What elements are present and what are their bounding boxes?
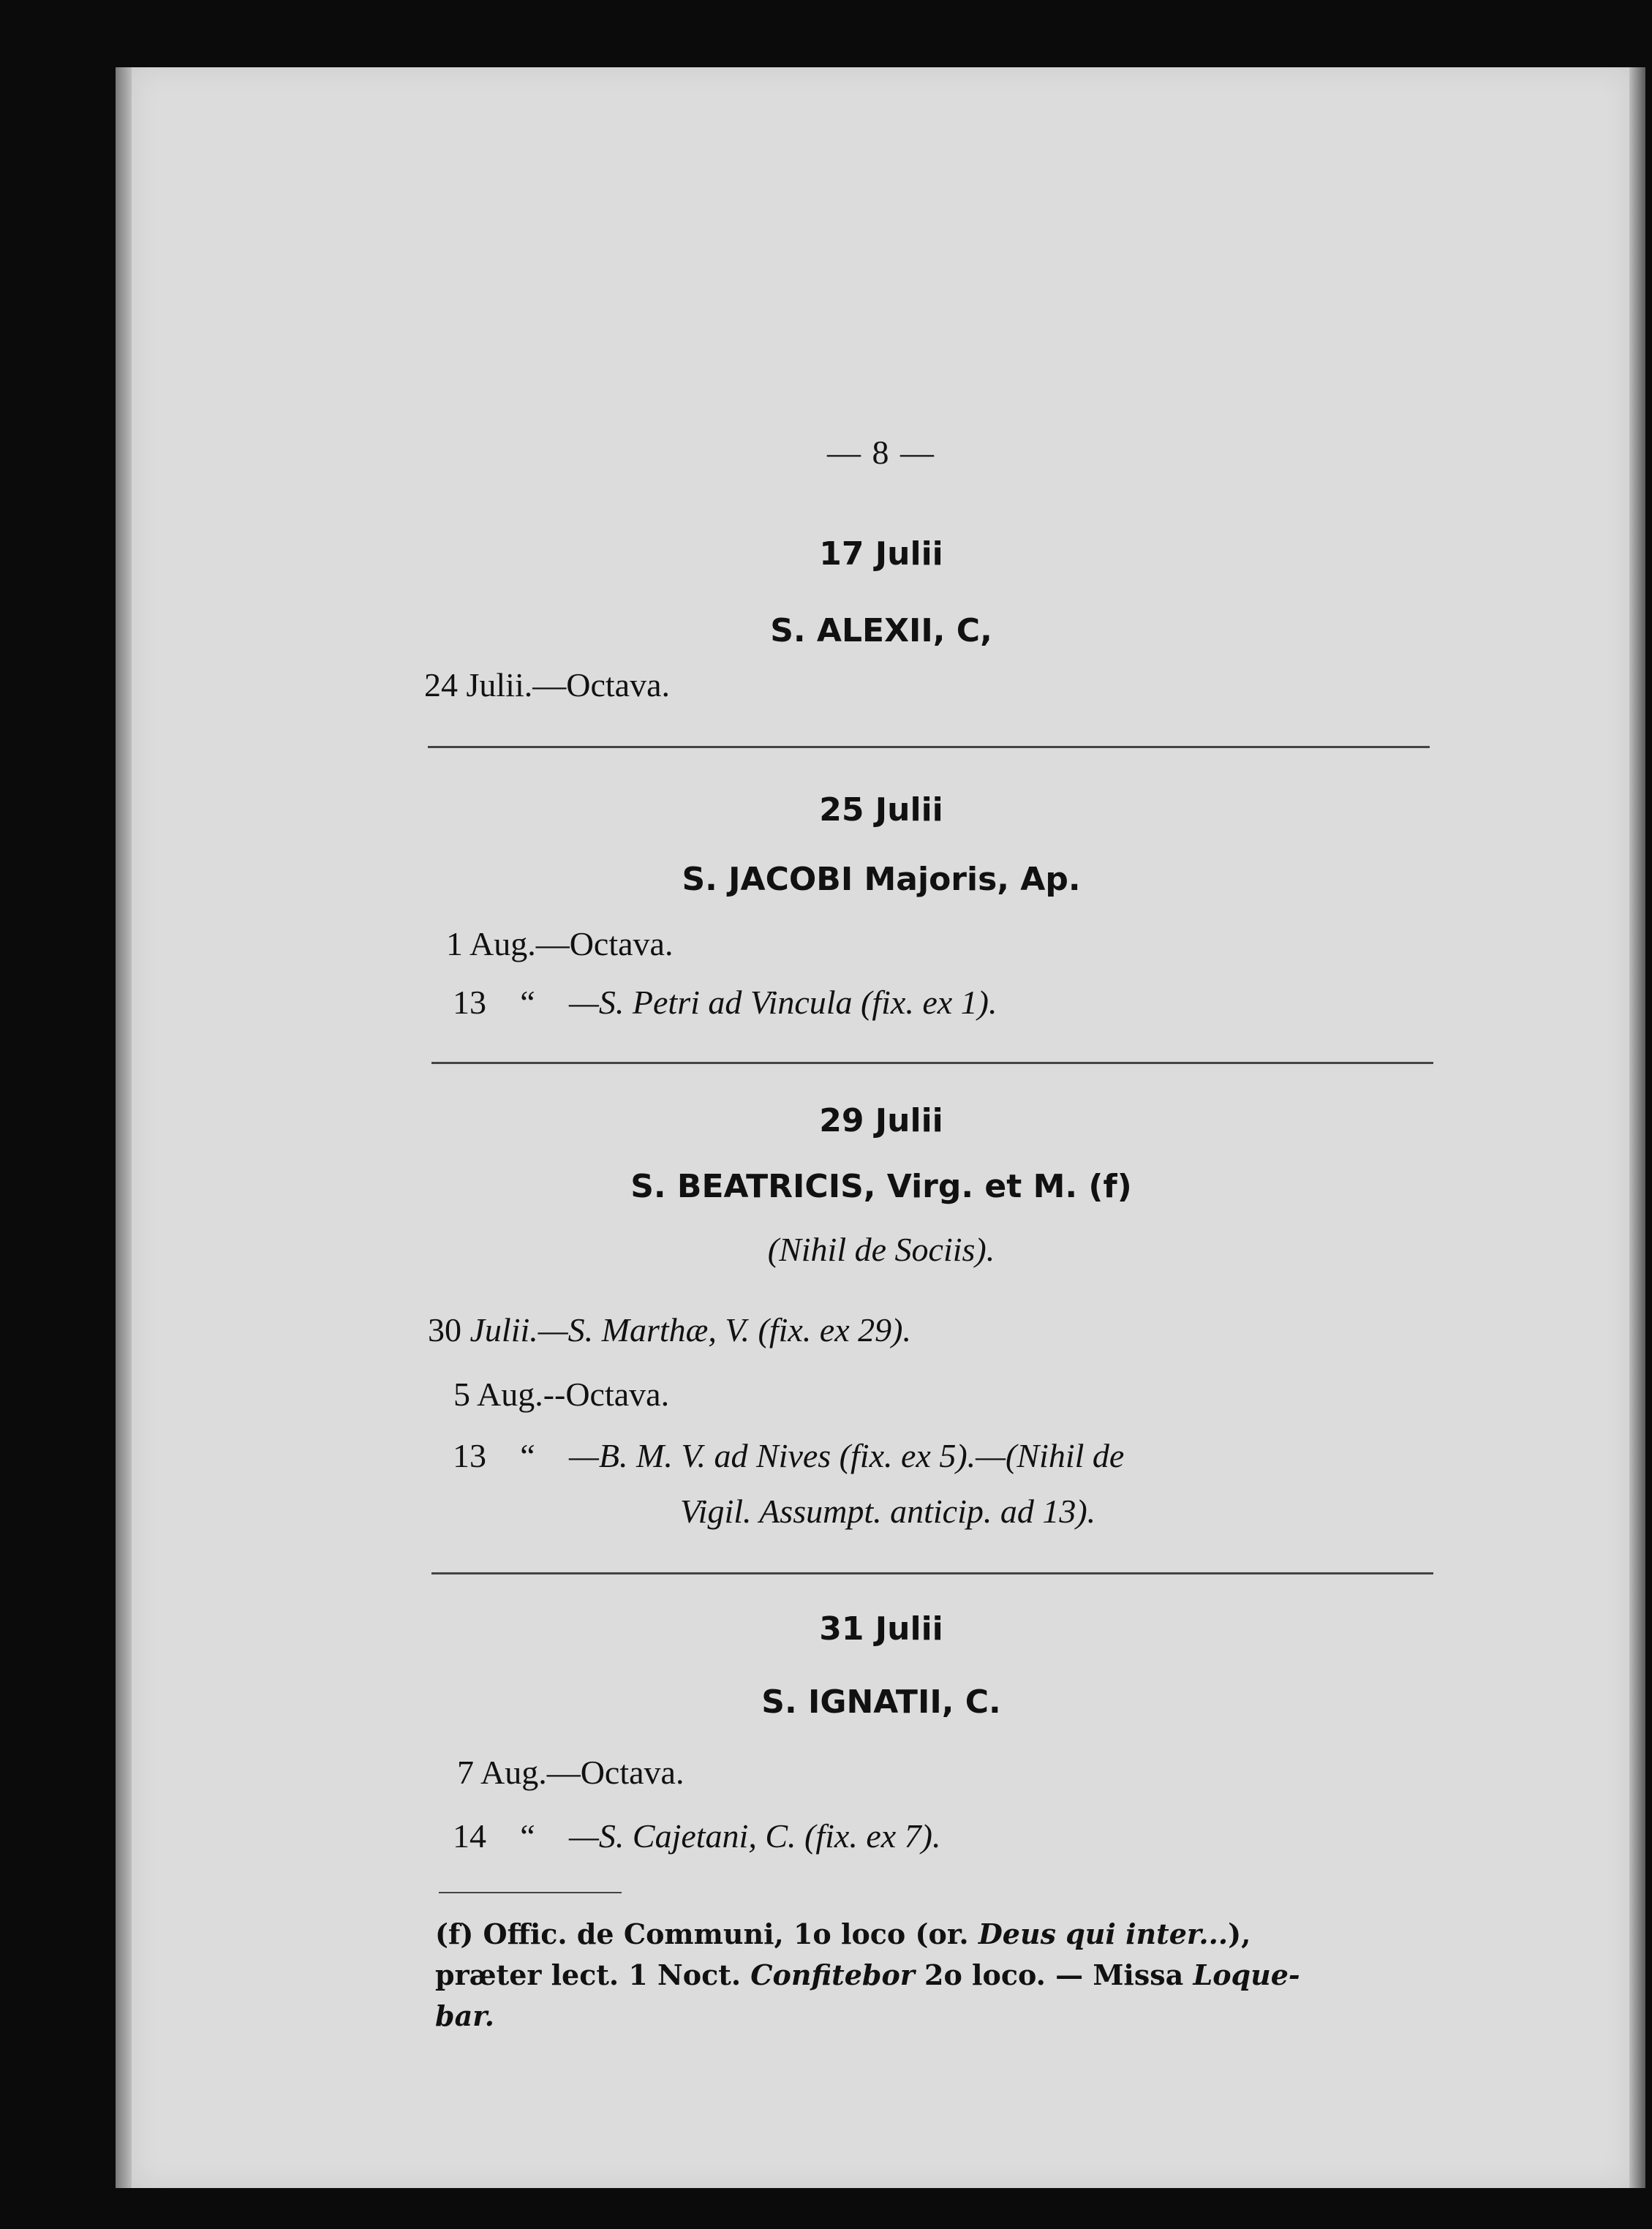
entry-date: 25 Julii	[819, 791, 943, 829]
ditto-mark: “	[520, 1817, 535, 1855]
entry-saint: S. JACOBI Majoris, Ap.	[682, 861, 1081, 898]
footnote-text: præter lect. 1 Noct.	[435, 1958, 751, 1991]
line-text: Aug.--Octava.	[476, 1376, 670, 1413]
footnote-text: (f) Offic. de Communi, 1o loco (or.	[435, 1917, 978, 1950]
footnote-italic: Loque-	[1193, 1958, 1300, 1991]
footnote-italic: Deus qui inter...	[978, 1917, 1229, 1950]
line-text: —B. M. V. ad Nives (fix. ex 5).—(Nihil de	[569, 1437, 1125, 1474]
entry-line-continuation	[680, 1492, 1095, 1531]
line-text: —S. Cajetani, C. (fix. ex 7).	[569, 1817, 941, 1855]
page-edge-right	[1629, 67, 1645, 2188]
line-number: 1	[446, 925, 463, 962]
footnote	[435, 1914, 1452, 2037]
line-text: —S. Petri ad Vincula (fix. ex 1).	[569, 984, 997, 1021]
entry-line	[457, 1753, 684, 1792]
line-number: 13	[453, 1437, 486, 1474]
footnote-rule	[439, 1892, 622, 1893]
line-number: 30	[428, 1311, 461, 1349]
line-number: 24	[424, 666, 458, 704]
section-rule	[431, 1572, 1433, 1574]
line-text: Aug.—Octava.	[469, 925, 674, 962]
entry-saint: S. ALEXII, C,	[770, 612, 992, 649]
entry-date: 31 Julii	[819, 1610, 943, 1648]
line-text: Vigil. Assumpt. anticip. ad 13).	[680, 1493, 1096, 1530]
line-number: 13	[453, 984, 486, 1021]
ditto-mark: “	[520, 984, 535, 1021]
entry-line	[446, 924, 673, 963]
line-number: 14	[453, 1817, 486, 1855]
footnote-italic: Confitebor	[750, 1958, 915, 1991]
entry-date: 29 Julii	[819, 1102, 943, 1139]
page	[132, 67, 1631, 2188]
entry-line	[453, 1375, 669, 1414]
footnote-italic: bar.	[435, 1999, 494, 2032]
line-number: 7	[457, 1754, 474, 1791]
ditto-mark: “	[520, 1437, 535, 1474]
page-number: — 8 —	[827, 434, 935, 471]
entry-date: 17 Julii	[819, 535, 943, 573]
entry-line	[424, 665, 670, 704]
line-text: Aug.—Octava.	[480, 1754, 684, 1791]
footnote-text: ),	[1228, 1917, 1251, 1950]
line-text: Julii.—S. Marthæ, V. (fix. ex 29).	[469, 1311, 911, 1349]
footnote-text: 2o loco. — Missa	[914, 1958, 1193, 1991]
entry-line	[428, 1310, 911, 1349]
line-number: 5	[453, 1376, 470, 1413]
entry-remark: (Nihil de Sociis).	[767, 1231, 995, 1268]
entry-line	[428, 1436, 1124, 1475]
entry-saint: S. BEATRICIS, Virg. et M. (f)	[630, 1168, 1132, 1205]
page-edge-left	[116, 67, 132, 2188]
entry-line	[428, 1817, 940, 1855]
section-rule	[428, 746, 1430, 748]
entry-line	[428, 983, 997, 1022]
entry-saint: S. IGNATII, C.	[761, 1683, 1001, 1721]
section-rule	[431, 1062, 1433, 1064]
line-text: Julii.—Octava.	[466, 666, 670, 704]
